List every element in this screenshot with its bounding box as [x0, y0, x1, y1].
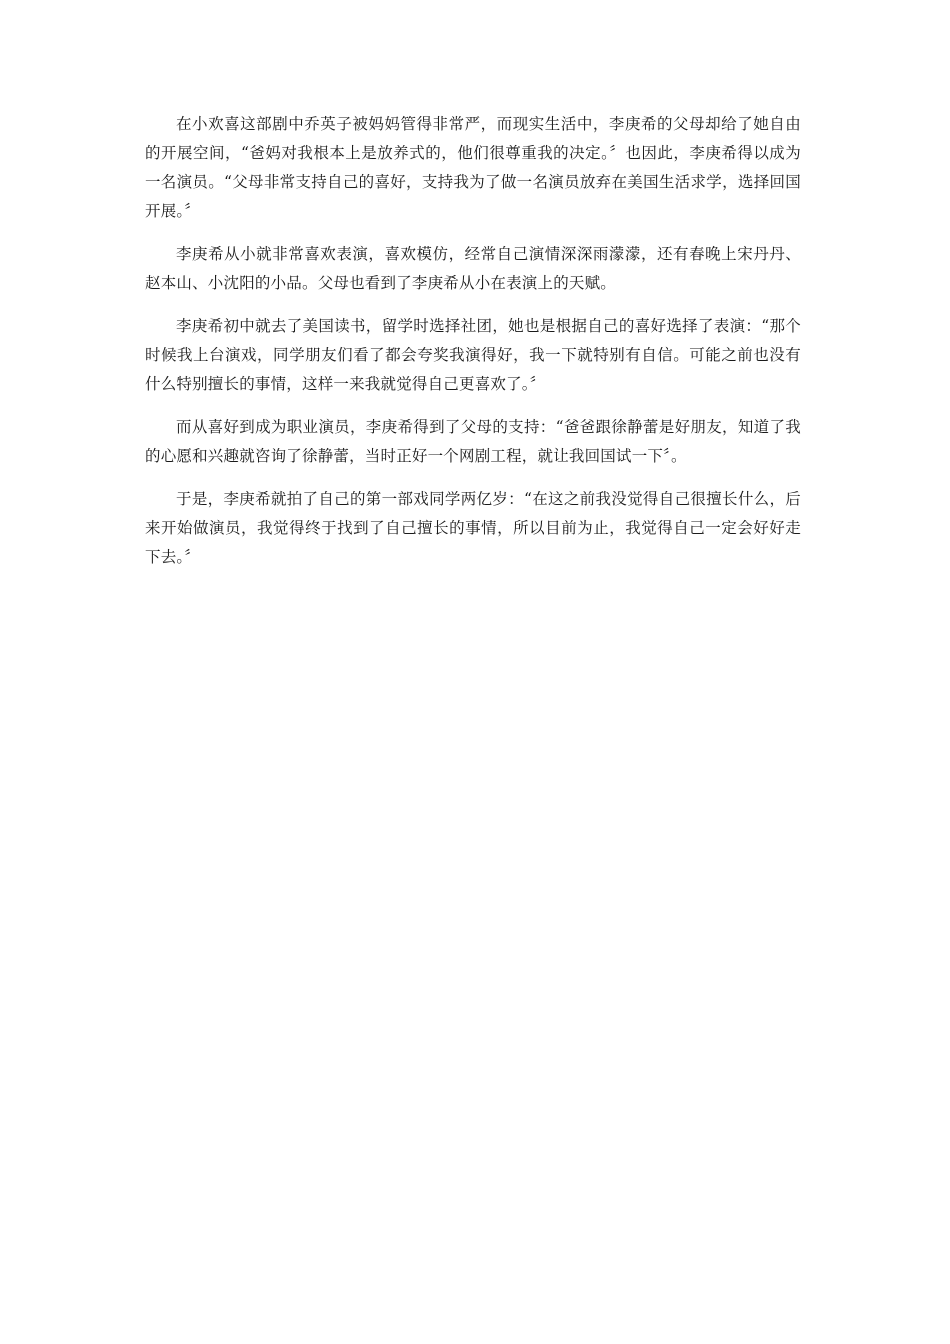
paragraph-2: 李庚希从小就非常喜欢表演，喜欢模仿，经常自己演情深深雨濛濛，还有春晚上宋丹丹、赵本山、小沈阳的小品。父母也看到了李庚希从小在表演上的天赋。: [145, 245, 801, 292]
paragraph-4: 而从喜好到成为职业演员，李庚希得到了父母的支持：“爸爸跟徐静蕾是好朋友，知道了我的心愿和兴趣就咨询了徐静蕾，当时正好一个网剧工程，就让我回国试一下〞。: [145, 418, 801, 465]
document-body: [145, 110, 801, 586]
paragraph-3: 李庚希初中就去了美国读书，留学时选择社团，她也是根据自己的喜好选择了表演：“那个时候我上台演戏，同学朋友们看了都会夸奖我演得好，我一下就特别有自信。可能之前也没有什么特别擅长的事情，这样一来我就觉得自己更喜欢了。〞: [145, 317, 801, 393]
paragraph-5: 于是，李庚希就拍了自己的第一部戏同学两亿岁：“在这之前我没觉得自己很擅长什么，后来开始做演员，我觉得终于找到了自己擅长的事情，所以目前为止，我觉得自己一定会好好走下去。〞: [145, 490, 801, 566]
paragraph-1: 在小欢喜这部剧中乔英子被妈妈管得非常严，而现实生活中，李庚希的父母却给了她自由的开展空间，“爸妈对我根本上是放养式的，他们很尊重我的决定。〞也因此，李庚希得以成为一名演员。“父母非常支持自己的喜好，支持我为了做一名演员放弃在美国生活求学，选择回国开展。〞: [145, 115, 801, 220]
